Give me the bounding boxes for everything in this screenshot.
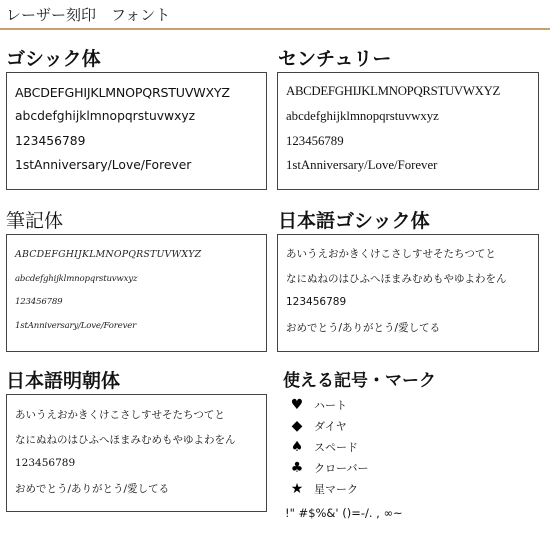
heading-jp-mincho: 日本語明朝体: [6, 370, 121, 392]
symbol-item: [286, 458, 368, 478]
sample-uppercase: ABCDEFGHIJKLMNOPQRSTUVWXYZ: [15, 85, 230, 100]
sample-box-jp-mincho: [6, 394, 267, 512]
sample-numbers: 123456789: [286, 296, 347, 308]
heading-symbols: 使える記号・マーク: [283, 371, 436, 391]
sample-numbers: 123456789: [15, 134, 86, 148]
symbol-label: クローバー: [314, 462, 369, 475]
sample-uppercase: ABCDEFGHIJKLMNOPQRSTUVWXYZ: [15, 249, 202, 260]
sample-box-jp-gothic: [277, 234, 539, 352]
sample-hiragana-1: あいうえおかきくけこさしすせそたちつてと: [15, 409, 225, 421]
symbol-label: スペード: [314, 441, 358, 454]
sample-numbers: 123456789: [15, 297, 63, 307]
sample-lowercase: abcdefghijklmnopqrstuvwxyz: [286, 109, 439, 123]
spade-icon: ♠: [290, 439, 304, 455]
extra-symbols: !" #$%&' ()=-/. , ∞~: [285, 506, 403, 520]
symbol-item: [286, 437, 358, 457]
sample-uppercase: ABCDEFGHIJKLMNOPQRSTUVWXYZ: [286, 84, 501, 98]
heading-century: センチュリー: [278, 48, 392, 70]
sample-hiragana-1: あいうえおかきくけこさしすせそたちつてと: [286, 248, 496, 260]
sample-phrase: 1stAnniversary/Love/Forever: [15, 158, 192, 172]
sample-hiragana-2: なにぬねのはひふへほまみむめもやゆよわをん: [15, 434, 236, 446]
sample-box-century: [277, 72, 539, 190]
star-icon: ★: [290, 481, 304, 497]
sample-box-gothic: [6, 72, 267, 190]
sample-lowercase: abcdefghijklmnopqrstuvwxyz: [15, 274, 138, 284]
sample-phrase: おめでとう/ありがとう/愛してる: [15, 483, 170, 495]
sample-lowercase: abcdefghijklmnopqrstuvwxyz: [15, 109, 196, 123]
heading-jp-gothic: 日本語ゴシック体: [278, 210, 430, 232]
heading-gothic: ゴシック体: [6, 48, 101, 70]
club-icon: ♣: [290, 460, 304, 476]
sample-phrase: おめでとう/ありがとう/愛してる: [286, 322, 441, 334]
page-title: レーザー刻印 フォント: [6, 6, 171, 24]
sample-box-script: [6, 234, 267, 352]
symbol-item: [286, 479, 358, 499]
sample-phrase: 1stAnniversary/Love/Forever: [286, 158, 438, 172]
symbol-label: ハート: [314, 399, 347, 412]
title-divider: [0, 28, 550, 30]
symbol-item: [286, 416, 347, 436]
heart-icon: ♥: [290, 397, 304, 413]
diamond-icon: ◆: [291, 418, 303, 434]
symbol-item: [286, 395, 347, 415]
sample-phrase: 1stAnniversary/Love/Forever: [15, 321, 137, 331]
sample-numbers: 123456789: [286, 134, 344, 148]
sample-hiragana-2: なにぬねのはひふへほまみむめもやゆよわをん: [286, 273, 507, 285]
symbol-label: 星マーク: [314, 483, 358, 496]
sample-numbers: 123456789: [15, 457, 76, 469]
heading-script: 筆記体: [6, 210, 64, 232]
symbol-label: ダイヤ: [314, 420, 347, 433]
